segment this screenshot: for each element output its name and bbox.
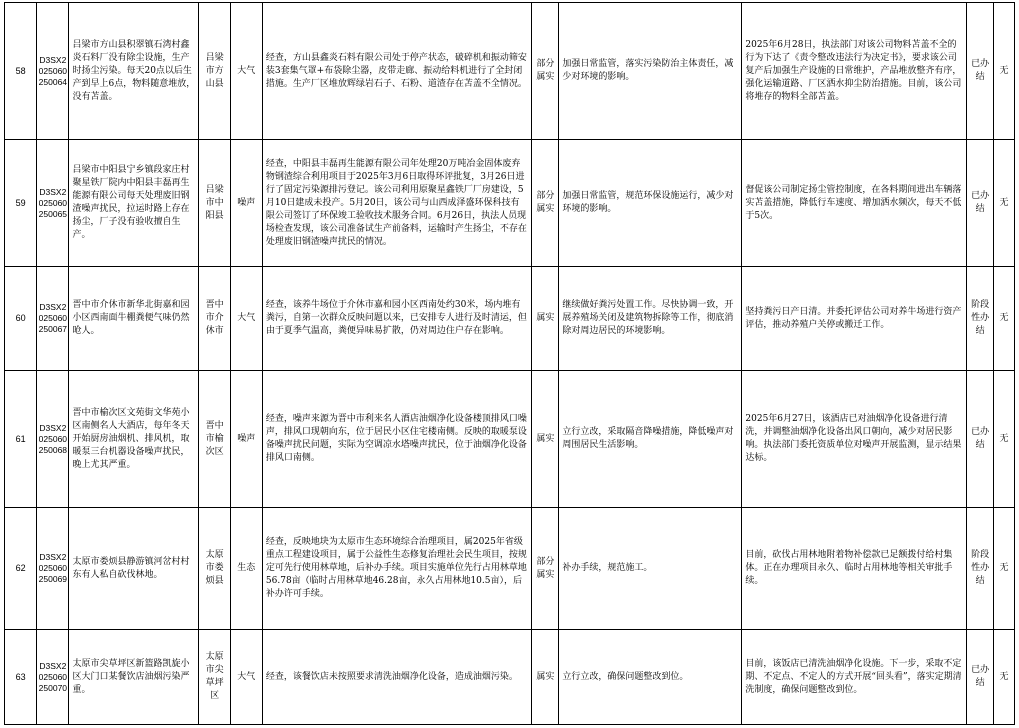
complaint-content: 太原市娄烦县静游镇河岔村村东有人私自砍伐林地。: [69, 508, 199, 630]
rectification-result: 督促该公司制定扬尘管控制度，在各料期间进出车辆落实苫盖措施，降低行车速度、增加洒水频次，每天不低于5次。: [742, 140, 967, 267]
rectification-result: 目前，砍伐占用林地附着物补偿款已足额拨付给村集体。正在办理项目永久、临时占用林地等相关审批手续。: [742, 508, 967, 630]
administrative-area: 晋中市榆次区: [199, 371, 230, 508]
investigation-finding: 经查，噪声来源为晋中市利来名人酒店油烟净化设备楼顶排风口噪声，排风口现朝向东，位于居民小区住宅楼南侧。反映的取暖泵设备噪声扰民问题，实际为空调凉水塔噪声扰民，位于油烟净化设备排风口南侧。: [262, 371, 531, 508]
complaint-content: 晋中市介休市新华北街嘉和园小区西南面牛棚粪便气味仍然呛人。: [69, 267, 199, 371]
case-code: D3SX2025060250068: [37, 371, 69, 508]
case-code: D3SX2025060250070: [37, 630, 69, 725]
row-number: 58: [5, 3, 37, 140]
verification-verdict: 属实: [532, 630, 559, 725]
pollution-type: 大气: [230, 3, 262, 140]
case-status: 已办结: [967, 3, 994, 140]
remark: 无: [994, 3, 1015, 140]
row-number: 60: [5, 267, 37, 371]
row-number: 61: [5, 371, 37, 508]
rectification-result: 2025年6月28日，执法部门对该公司物料苫盖不全的行为下达了《责令整改违法行为决定书》，要求该公司复产后加强生产设施的日常维护，产品堆放整齐有序，强化运输道路、厂区洒水抑尘防治措施。目前，该公司将堆存的物料全部苫盖。: [742, 3, 967, 140]
table-row: [5, 371, 1015, 508]
administrative-area: 太原市尖草坪区: [199, 630, 230, 725]
row-number: 63: [5, 630, 37, 725]
case-status: 阶段性办结: [967, 508, 994, 630]
case-code: D3SX2025060250065: [37, 140, 69, 267]
table-row: [5, 267, 1015, 371]
investigation-finding: 经查，该餐饮店未按照要求清洗油烟净化设备，造成油烟污染。: [262, 630, 531, 725]
handling-measure: 加强日常监管，规范环保设施运行，减少对环境的影响。: [559, 140, 742, 267]
pollution-type: 生态: [230, 508, 262, 630]
verification-verdict: 部分属实: [532, 3, 559, 140]
table-row: [5, 140, 1015, 267]
administrative-area: 太原市娄烦县: [199, 508, 230, 630]
remark: 无: [994, 267, 1015, 371]
case-status: 阶段性办结: [967, 267, 994, 371]
table-row: [5, 630, 1015, 725]
handling-measure: 立行立改，采取隔音降噪措施，降低噪声对周围居民生活影响。: [559, 371, 742, 508]
complaint-content: 晋中市榆次区文苑街文华苑小区南侧名人大酒店，每年冬天开始厨房油烟机、排风机，取暖泵三台机器设备噪声扰民，晚上尤其严重。: [69, 371, 199, 508]
verification-verdict: 部分属实: [532, 140, 559, 267]
investigation-finding: 经查，方山县鑫炎石料有限公司处于停产状态，破碎机和振动筛安装3套集气罩+布袋除尘器，皮带走廊、振动给料机进行了全封闭措施。生产厂区堆放辉绿岩石子、石粉、道渣存在苫盖不全情况。: [262, 3, 531, 140]
case-status: 已办结: [967, 371, 994, 508]
case-code: D3SX2025060250064: [37, 3, 69, 140]
row-number: 62: [5, 508, 37, 630]
rectification-result: 坚持粪污日产日清。并委托评估公司对养牛场进行资产评估，推动养殖户关停或搬迁工作。: [742, 267, 967, 371]
table-row: [5, 508, 1015, 630]
remark: 无: [994, 508, 1015, 630]
administrative-area: 吕梁市方山县: [199, 3, 230, 140]
administrative-area: 吕梁市中阳县: [199, 140, 230, 267]
investigation-finding: 经查，反映地块为太原市生态环境综合治理项目，属2025年省级重点工程建设项目，属于公益性生态修复治理社会民生项目，按规定可先行使用林草地，后补办手续。项目实施单位先行占用林草地56.78亩（临时占用林草地46.28亩，永久占用林地10.5亩），后补办许可手续。: [262, 508, 531, 630]
table-row: [5, 3, 1015, 140]
remark: 无: [994, 630, 1015, 725]
case-code: D3SX2025060250067: [37, 267, 69, 371]
pollution-type: 噪声: [230, 140, 262, 267]
handling-measure: 继续做好粪污处置工作。尽快协调一致，开展养殖场关闭及建筑物拆除等工作，彻底消除对周边居民的环境影响。: [559, 267, 742, 371]
administrative-area: 晋中市介休市: [199, 267, 230, 371]
remark: 无: [994, 140, 1015, 267]
case-status: 已办结: [967, 630, 994, 725]
complaint-content: 吕梁市中阳县宁乡镇段家庄村聚星铁厂院内中阳县丰磊再生能源有限公司每天处理废旧钢渣噪声扰民，拉运时路上存在扬尘，厂子没有验收擅自生产。: [69, 140, 199, 267]
pollution-type: 大气: [230, 630, 262, 725]
verification-verdict: 部分属实: [532, 508, 559, 630]
pollution-type: 大气: [230, 267, 262, 371]
handling-measure: 立行立改，确保问题整改到位。: [559, 630, 742, 725]
row-number: 59: [5, 140, 37, 267]
verification-verdict: 属实: [532, 371, 559, 508]
pollution-type: 噪声: [230, 371, 262, 508]
investigation-finding: 经查，中阳县丰磊再生能源有限公司年处理20万吨冶金固体废弃物钢渣综合利用项目于2025年3月6日取得环评批复，3月26日进行了固定污染源排污登记。该公司利用原聚星鑫铁厂厂房建设，5月10日建成未投产。5月20日，该公司与山西成泽盛环保科技有限公司签订了环保竣工验收技术服务合同。6月26日，执法人员现场检查发现，该公司准备试生产前备料，运输时产生扬尘，不存在处理废旧钢渣噪声扰民的情况。: [262, 140, 531, 267]
rectification-result: 2025年6月27日，该酒店已对油烟净化设备进行清洗，并调整油烟净化设备出风口朝向，减少对居民影响。执法部门委托资质单位对噪声开展监测，显示结果达标。: [742, 371, 967, 508]
handling-measure: 补办手续，规范施工。: [559, 508, 742, 630]
complaint-content: 吕梁市方山县积翠镇石湾村鑫炎石料厂没有除尘设施，生产时扬尘污染。每天20点以后生产到早上6点，物料随意堆放，没有苫盖。: [69, 3, 199, 140]
rectification-result: 目前，该饭店已清洗油烟净化设施。下一步，采取不定期、不定点、不定人的方式开展“回头看”，落实定期清洗制度，确保问题整改到位。: [742, 630, 967, 725]
case-table: [4, 2, 1015, 725]
remark: 无: [994, 371, 1015, 508]
handling-measure: 加强日常监管，落实污染防治主体责任，减少对环境的影响。: [559, 3, 742, 140]
case-status: 已办结: [967, 140, 994, 267]
complaint-content: 太原市尖草坪区新篮路凯旋小区大门口某餐饮店油烟污染严重。: [69, 630, 199, 725]
case-code: D3SX2025060250069: [37, 508, 69, 630]
investigation-finding: 经查，该养牛场位于介休市嘉和园小区西南处约30米，场内堆有粪污，自第一次群众反映问题以来，已安排专人进行及时清运，但由于夏季气温高，粪便异味易扩散，仍对周边住户存在影响。: [262, 267, 531, 371]
verification-verdict: 属实: [532, 267, 559, 371]
